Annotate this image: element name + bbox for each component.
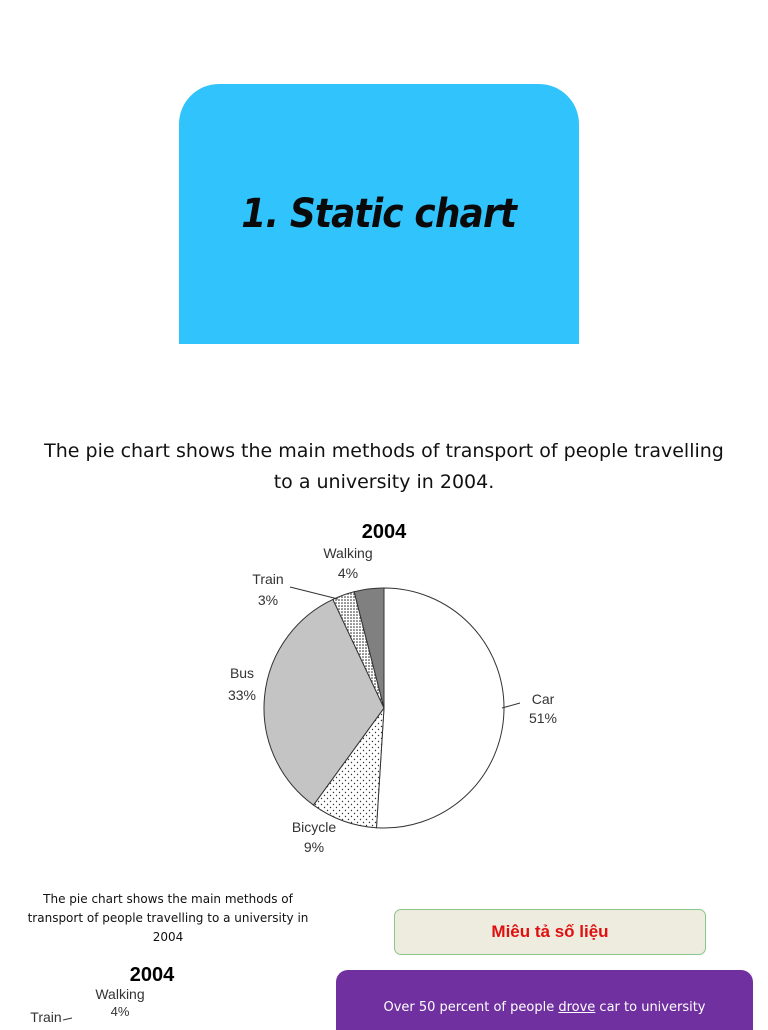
slice-value-walking: 4% [337,565,359,581]
slice-value-bus: 33% [227,687,257,703]
small-chart-description [10,890,326,947]
note-text-before: Over 50 percent of people [383,1000,559,1015]
slice-label-bus: Bus [229,665,255,681]
small-description-line-2: transport of people travelling to a university in [27,911,309,925]
pie-slices [264,588,504,828]
description-line-1: The pie chart shows the main methods of transport of people travelling [44,440,724,462]
description-line-2: to a university in 2004. [273,471,495,493]
describe-data-button[interactable] [394,909,706,955]
pie-slice-car [376,588,504,828]
note-text-after: car to university [595,1000,706,1015]
small-label-walking: Walking [95,986,145,1002]
describe-data-label: Miêu tả số liệu [491,922,609,941]
small-description-line-3: 2004 [152,930,184,944]
chart-description [0,436,768,498]
chart-title: 2004 [361,521,407,543]
small-description-line-1: The pie chart shows the main methods of [43,892,293,906]
slice-value-train: 3% [257,592,279,608]
slice-value-bicycle: 9% [303,839,325,855]
slice-value-car: 51% [528,710,558,726]
pie-chart-2004 [200,515,580,860]
small-chart-title: 2004 [129,964,175,986]
slice-label-bicycle: Bicycle [291,819,337,835]
slice-label-car: Car [531,691,555,707]
small-label-train: Train [30,1009,62,1024]
small-pie-chart-2004 [0,960,200,1024]
small-leader-train [63,1018,72,1020]
leader-train [290,587,338,599]
slide-title: 1. Static chart [241,191,517,237]
slice-label-train: Train [252,571,284,587]
small-value-walking: 4% [110,1004,130,1019]
note-text [336,1000,753,1015]
title-card [179,84,579,344]
leader-car [502,703,520,708]
note-box [336,970,753,1030]
note-underlined-word: drove [558,1000,596,1015]
slice-label-walking: Walking [323,545,373,561]
